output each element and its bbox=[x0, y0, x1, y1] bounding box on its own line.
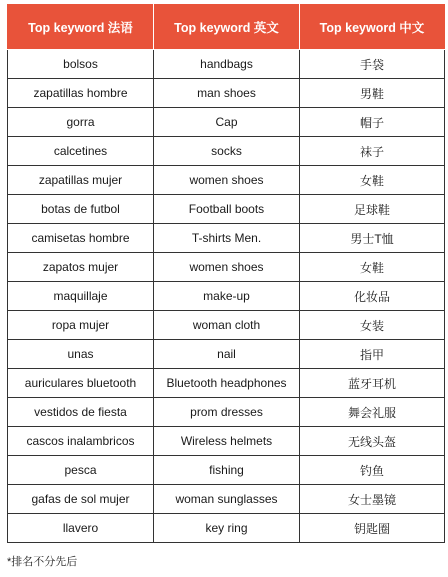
cell-chinese: 无线头盔 bbox=[300, 427, 445, 456]
table-row bbox=[8, 514, 445, 543]
table-row bbox=[8, 79, 445, 108]
table-body bbox=[8, 50, 445, 543]
table-row bbox=[8, 137, 445, 166]
cell-french: ropa mujer bbox=[8, 311, 154, 340]
cell-chinese: 钓鱼 bbox=[300, 456, 445, 485]
table-row bbox=[8, 195, 445, 224]
cell-english: Football boots bbox=[154, 195, 300, 224]
cell-english: woman sunglasses bbox=[154, 485, 300, 514]
cell-french: botas de futbol bbox=[8, 195, 154, 224]
table-row bbox=[8, 485, 445, 514]
cell-english: nail bbox=[154, 340, 300, 369]
cell-french: maquillaje bbox=[8, 282, 154, 311]
table-row bbox=[8, 340, 445, 369]
cell-english: Wireless helmets bbox=[154, 427, 300, 456]
cell-french: zapatos mujer bbox=[8, 253, 154, 282]
cell-chinese: 指甲 bbox=[300, 340, 445, 369]
table-row bbox=[8, 398, 445, 427]
cell-french: calcetines bbox=[8, 137, 154, 166]
cell-chinese: 男士T恤 bbox=[300, 224, 445, 253]
table-row bbox=[8, 311, 445, 340]
cell-english: socks bbox=[154, 137, 300, 166]
cell-french: zapatillas hombre bbox=[8, 79, 154, 108]
cell-chinese: 女士墨镜 bbox=[300, 485, 445, 514]
keyword-table bbox=[7, 4, 445, 543]
cell-english: key ring bbox=[154, 514, 300, 543]
cell-french: llavero bbox=[8, 514, 154, 543]
table-row bbox=[8, 224, 445, 253]
cell-french: unas bbox=[8, 340, 154, 369]
table-row bbox=[8, 50, 445, 79]
cell-english: T-shirts Men. bbox=[154, 224, 300, 253]
cell-english: handbags bbox=[154, 50, 300, 79]
cell-french: auriculares bluetooth bbox=[8, 369, 154, 398]
cell-french: camisetas hombre bbox=[8, 224, 154, 253]
cell-chinese: 女鞋 bbox=[300, 253, 445, 282]
table-row bbox=[8, 427, 445, 456]
cell-chinese: 女装 bbox=[300, 311, 445, 340]
cell-chinese: 袜子 bbox=[300, 137, 445, 166]
table-row bbox=[8, 456, 445, 485]
cell-english: Cap bbox=[154, 108, 300, 137]
cell-chinese: 舞会礼服 bbox=[300, 398, 445, 427]
table-row bbox=[8, 282, 445, 311]
cell-french: gorra bbox=[8, 108, 154, 137]
cell-french: zapatillas mujer bbox=[8, 166, 154, 195]
table-header-row bbox=[8, 5, 445, 50]
cell-chinese: 足球鞋 bbox=[300, 195, 445, 224]
cell-french: vestidos de fiesta bbox=[8, 398, 154, 427]
cell-chinese: 手袋 bbox=[300, 50, 445, 79]
cell-chinese: 帽子 bbox=[300, 108, 445, 137]
cell-chinese: 钥匙圈 bbox=[300, 514, 445, 543]
cell-chinese: 化妆品 bbox=[300, 282, 445, 311]
header-english: Top keyword 英文 bbox=[154, 5, 300, 50]
header-french: Top keyword 法语 bbox=[8, 5, 154, 50]
cell-chinese: 女鞋 bbox=[300, 166, 445, 195]
cell-french: pesca bbox=[8, 456, 154, 485]
table-row bbox=[8, 108, 445, 137]
cell-english: man shoes bbox=[154, 79, 300, 108]
cell-english: Bluetooth headphones bbox=[154, 369, 300, 398]
cell-french: gafas de sol mujer bbox=[8, 485, 154, 514]
cell-english: women shoes bbox=[154, 166, 300, 195]
cell-french: cascos inalambricos bbox=[8, 427, 154, 456]
table-row bbox=[8, 166, 445, 195]
cell-english: make-up bbox=[154, 282, 300, 311]
cell-english: fishing bbox=[154, 456, 300, 485]
cell-english: prom dresses bbox=[154, 398, 300, 427]
cell-french: bolsos bbox=[8, 50, 154, 79]
cell-chinese: 男鞋 bbox=[300, 79, 445, 108]
footnote: *排名不分先后 bbox=[7, 556, 78, 568]
cell-english: woman cloth bbox=[154, 311, 300, 340]
cell-english: women shoes bbox=[154, 253, 300, 282]
cell-chinese: 蓝牙耳机 bbox=[300, 369, 445, 398]
table-row bbox=[8, 253, 445, 282]
table-row bbox=[8, 369, 445, 398]
header-chinese: Top keyword 中文 bbox=[300, 5, 445, 50]
